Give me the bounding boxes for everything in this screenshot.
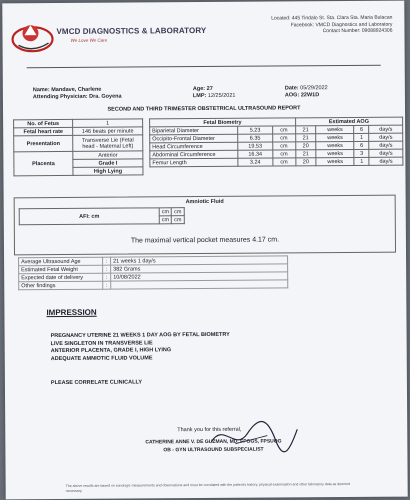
measure-value: 5.23 [238, 126, 273, 134]
correlate-note: PLEASE CORRELATE CLINICALLY [50, 379, 143, 387]
aog-weeks: 20 [295, 158, 316, 166]
measure-name: Occipito-Frontal Diameter [150, 134, 238, 143]
summary-label: Other findings [19, 281, 103, 290]
measure-unit: cm [273, 158, 296, 166]
row-value: Transverse Lie (Fetal head - Maternal Left) [73, 135, 143, 151]
weeks-label: weeks [316, 149, 354, 157]
row-label: Fetal heart rate [14, 127, 73, 135]
aog-days: 6 [354, 141, 369, 149]
aog-days: 1 [354, 157, 369, 165]
row-label: Presentation [14, 135, 73, 151]
aog-weeks: 21 [295, 126, 316, 134]
report-title: SECOND AND THIRD TRIMESTER OBSTETRICAL ULTRASOUND REPORT [107, 105, 301, 113]
afi-label: AFI: cm [19, 208, 159, 225]
summary-value [111, 280, 288, 289]
table-row [14, 135, 143, 152]
afi-unit: cm [159, 208, 171, 216]
summary-label: Average Ultrasound Age [19, 257, 103, 266]
afi-unit: cm [159, 216, 171, 224]
weeks-label: weeks [316, 141, 354, 149]
afi-unit: cm [172, 208, 184, 216]
separator: : [103, 265, 111, 273]
age-label: Age: [192, 85, 206, 93]
summary-label: Estimated Fetal Weight [19, 265, 103, 274]
impression-list [51, 332, 230, 363]
row-value: 1 [73, 119, 143, 127]
measure-value: 3.24 [238, 158, 273, 166]
aog-days: 3 [354, 149, 369, 157]
clinic-name: VMCD DIAGNOSTICS & LABORATORY [56, 25, 207, 37]
amniotic-fluid-section [14, 195, 396, 256]
days-label: day/s [369, 141, 403, 149]
weeks-label: weeks [316, 133, 354, 141]
impression-heading: IMPRESSION [46, 307, 97, 318]
row-value: Grade I [73, 159, 143, 167]
weeks-label: weeks [316, 157, 354, 165]
weeks-label: weeks [316, 125, 354, 133]
measure-value: 16.34 [238, 150, 273, 158]
clinic-contact [271, 15, 392, 35]
signatory-name: CATHERINE ANNE V. DE GUZMAN, MD, FPOGS, FPSUOG [145, 438, 282, 446]
impression-line: ADEQUATE AMNIOTIC FLUID VOLUME [50, 354, 153, 362]
measure-unit: cm [273, 150, 296, 158]
measure-unit: cm [273, 142, 296, 150]
disclaimer-text: The above results are based on sonologic measurements and observations and must be correlated with the patient's history, physical examination and other laboratory data as deemed necessary. [65, 481, 350, 493]
clinic-address: Located: 445 Tindalo St. Sta. Clara Sta. Maria Bulacan [271, 14, 393, 22]
measure-unit: cm [272, 126, 295, 134]
summary-table [18, 255, 288, 290]
clinic-tagline: We Love We Care [70, 37, 108, 43]
days-label: day/s [369, 125, 403, 133]
measure-name: Femur Length [150, 158, 238, 167]
summary-value: 382 Grams [111, 264, 288, 273]
separator: : [103, 273, 111, 281]
thanks-note: Thank you for this referral, [177, 426, 242, 434]
measure-value: 6.35 [238, 134, 273, 142]
aog-header: Estimated AOG [295, 117, 402, 126]
measure-name: Abdominal Circumference [150, 150, 238, 159]
separator: : [103, 281, 111, 289]
measure-value: 19.53 [238, 142, 273, 150]
table-row [150, 157, 403, 167]
days-label: day/s [369, 133, 403, 141]
measure-name: Head Circumference [150, 142, 238, 151]
days-label: day/s [369, 149, 403, 157]
lmp-value: 12/25/2021 [207, 92, 236, 99]
impression-line: PREGNANCY UTERINE 21 WEEKS 1 DAY AOG BY FETAL BIOMETRY [50, 331, 230, 340]
summary-value: 10/08/2022 [111, 272, 288, 281]
report-date: 05/29/2022 [300, 85, 328, 92]
clinic-logo-icon [10, 13, 58, 57]
row-value: High Lying [73, 167, 143, 175]
patient-age: 27 [206, 85, 213, 92]
clinic-phone: Contact Number: 09088924306 [322, 27, 393, 35]
amniotic-title: Amniotic Fluid [185, 198, 224, 206]
letterhead [10, 11, 396, 62]
aog-days: 6 [354, 125, 369, 133]
signatory-title: OB - GYN ULTRASOUND SUBSPECIALIST [163, 446, 264, 454]
biometry-table [149, 117, 403, 168]
summary-value: 21 weeks 1 day/s [111, 256, 288, 265]
fetus-table [13, 118, 143, 176]
aog-label: AOG: [284, 92, 300, 99]
days-label: day/s [369, 157, 403, 165]
mvp-text: The maximal vertical pocket measures 4.17 cm. [130, 236, 280, 245]
measure-unit: cm [272, 134, 295, 142]
table-row [19, 280, 288, 290]
clinic-facebook: Facebook: VMCD Diagnostics and Laboratory [290, 21, 393, 28]
patient-info [33, 85, 385, 107]
impression-line: LIVE SINGLETON IN TRANSVERSE LIE [50, 339, 153, 347]
measure-name: Biparietal Diameter [150, 126, 238, 135]
date-label: Date: [284, 85, 299, 92]
row-label: Placenta [14, 151, 73, 175]
summary-label: Expected date of delivery [19, 273, 103, 282]
aog-weeks: 21 [295, 150, 316, 158]
aog-days: 1 [354, 133, 369, 141]
physician-name: Dra. Goyena [89, 93, 122, 100]
afi-unit: cm [172, 216, 184, 224]
patient-name: Mandave, Charlene [51, 86, 102, 94]
lmp-label: LMP: [192, 92, 207, 100]
name-label: Name: [32, 87, 50, 94]
separator: : [103, 257, 111, 265]
impression-line: ANTERIOR PLACENTA, GRADE I, HIGH LYING [50, 347, 172, 355]
header-divider [27, 65, 381, 68]
row-value: Anterior [73, 151, 143, 159]
aog-weeks: 21 [295, 134, 316, 142]
aog-value: 22W1D [300, 92, 320, 99]
physician-label: Attending Physician: [32, 93, 88, 101]
afi-table [19, 207, 185, 225]
row-label: No. of Fetus [14, 119, 73, 127]
row-value: 146 beats per minute [73, 127, 143, 135]
aog-weeks: 20 [295, 142, 316, 150]
report-page [2, 1, 407, 500]
biometry-header: Fetal Biometry [150, 118, 296, 127]
